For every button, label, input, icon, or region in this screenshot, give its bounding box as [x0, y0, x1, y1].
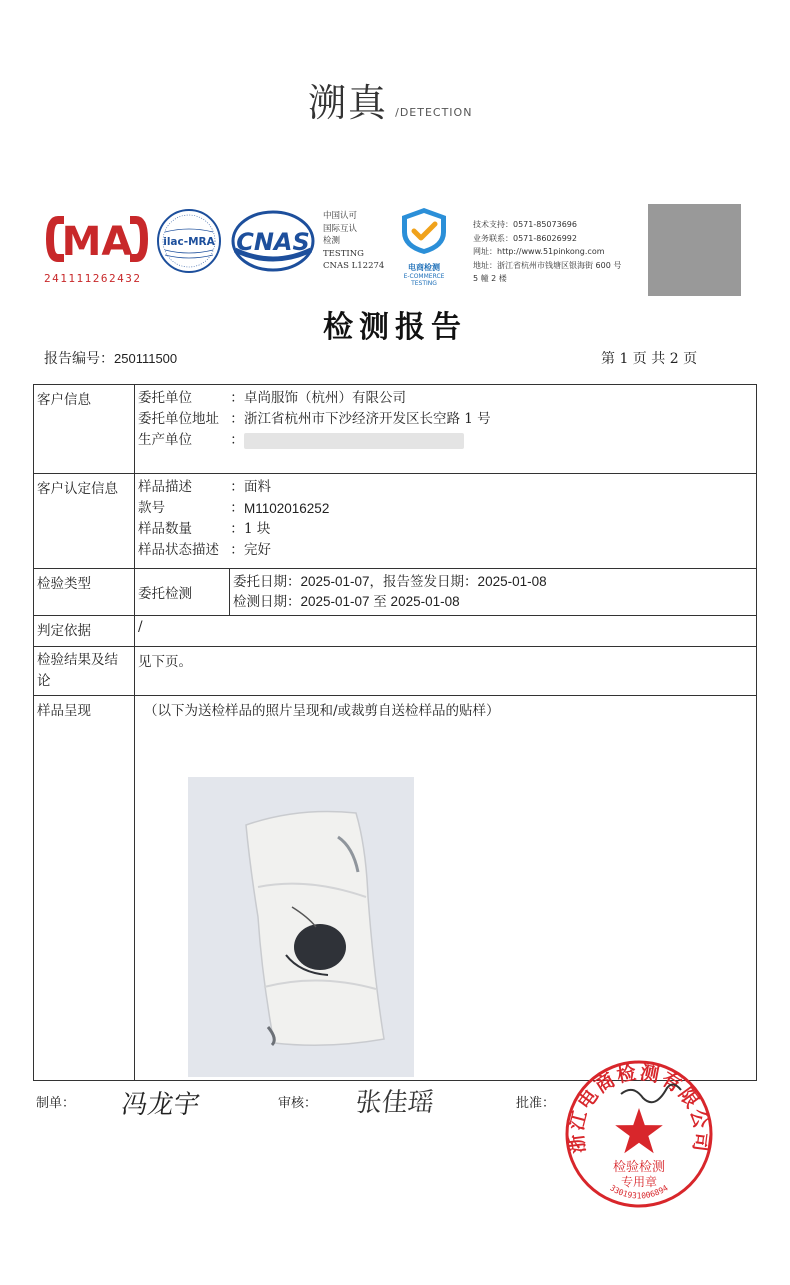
cnas-label: CNAS — [236, 228, 310, 256]
cnas-info-line: CNAS L12274 — [323, 261, 385, 271]
sample-photo — [188, 777, 414, 1077]
field-colon: ： — [230, 411, 244, 427]
ecommerce-testing-logo — [390, 206, 458, 287]
test-dates: 检测日期：2025-01-07 至 2025-01-08 — [233, 594, 460, 609]
approved-by-label: 批准： — [516, 1096, 556, 1111]
customer-info-cell — [135, 385, 757, 474]
sample-quantity: 1 块 — [244, 521, 271, 537]
result-row — [34, 647, 757, 696]
sample-state: 完好 — [244, 542, 271, 558]
ilac-mra-logo — [156, 208, 222, 274]
field-key: 样品状态描述 — [138, 542, 219, 558]
commission-dates: 委托日期：2025-01-07，报告签发日期：2025-01-08 — [233, 574, 547, 589]
style-number: M1102016252 — [244, 501, 330, 516]
field-colon: ： — [230, 542, 244, 558]
presentation-row — [34, 696, 757, 1081]
contact-address-cont: 5 幢 2 楼 — [473, 274, 507, 283]
customer-info-label: 客户信息 — [34, 385, 135, 474]
field-colon: ： — [230, 521, 244, 537]
report-number-value: 250111500 — [114, 351, 178, 366]
stamp-line2: 专用章 — [620, 1175, 658, 1189]
brand-tagline: /DETECTION — [395, 106, 473, 119]
redacted-manufacturer — [244, 433, 464, 449]
result-value: 见下页。 — [135, 647, 757, 696]
report-number — [44, 348, 177, 368]
basis-label: 判定依据 — [34, 616, 135, 647]
field-colon: ： — [230, 390, 244, 406]
contact-tech-support: 技术支持：0571-85073696 — [473, 220, 577, 229]
field-colon: ： — [230, 500, 244, 516]
reviewed-by-label: 审核： — [278, 1096, 318, 1111]
cma-logo — [44, 208, 152, 285]
prepared-by-signature: 冯龙宇 — [119, 1090, 202, 1120]
basis-row — [34, 616, 757, 647]
stamp-code: 3301931006894 — [608, 1183, 670, 1201]
basis-value: / — [135, 616, 757, 647]
client-address: 浙江省杭州市下沙经济开发区长空路 1 号 — [244, 411, 491, 427]
cnas-info — [323, 210, 384, 273]
report-title: 检测报告 — [323, 310, 467, 345]
sample-info-cell — [135, 474, 757, 569]
prepared-by-label: 制单： — [36, 1096, 76, 1111]
contact-business: 业务联系：0571-86026992 — [473, 233, 577, 243]
ecommerce-label: 电商检测 — [408, 263, 440, 272]
result-label: 检验结果及结论 — [34, 647, 135, 696]
inspection-type-label: 检验类型 — [34, 569, 135, 616]
sample-info-label: 客户认定信息 — [34, 474, 135, 569]
field-key: 样品描述 — [138, 479, 192, 495]
cnas-logo — [231, 210, 315, 272]
stamp-org: 浙江电商检测有限公司 — [565, 1061, 713, 1155]
contact-info — [473, 218, 621, 286]
field-key: 样品数量 — [138, 521, 192, 537]
manufacturer-row — [138, 430, 753, 451]
client-address-row — [138, 409, 753, 430]
shield-check-icon — [390, 206, 458, 256]
reviewed-by-signature: 张佳瑶 — [354, 1088, 436, 1118]
client-row — [138, 388, 753, 409]
cma-number: 241111262432 — [44, 272, 142, 285]
ilac-label: ilac-MRA — [163, 236, 215, 248]
page-indicator: 第 1 页 共 2 页 — [601, 351, 698, 367]
sample-qty-row — [138, 519, 753, 540]
sample-desc-row — [138, 477, 753, 498]
cnas-info-line: 国际互认 — [323, 223, 358, 234]
inspection-dates — [230, 569, 757, 616]
field-colon: ： — [230, 432, 244, 448]
cnas-info-line: 中国认可 — [323, 211, 358, 221]
ecommerce-sublabel: E-COMMERCE TESTING — [403, 273, 445, 287]
redacted-qr-code — [648, 204, 741, 296]
customer-info-row — [34, 385, 757, 474]
client-name: 卓尚服饰（杭州）有限公司 — [244, 390, 406, 406]
contact-address: 地址：浙江省杭州市钱塘区银海街 600 号 — [473, 260, 622, 270]
cnas-info-line: TESTING — [323, 248, 364, 259]
stamp-line1: 检验检测 — [612, 1160, 666, 1175]
style-number-row — [138, 498, 753, 519]
contact-website: 网址：http://www.51pinkong.com — [473, 247, 605, 256]
presentation-cell — [135, 696, 757, 1081]
cnas-info-line: 检测 — [323, 236, 341, 246]
presentation-label: 样品呈现 — [34, 696, 135, 1081]
presentation-caption: （以下为送检样品的照片呈现和/或裁剪自送检样品的贴样） — [144, 703, 500, 719]
official-seal-stamp — [563, 1058, 715, 1210]
field-key: 生产单位 — [138, 432, 192, 448]
inspection-type-value: 委托检测 — [135, 569, 230, 616]
sample-description: 面料 — [244, 479, 271, 495]
star-icon — [615, 1108, 663, 1153]
brand-header — [308, 72, 472, 127]
inspection-type-row — [34, 569, 757, 616]
field-key: 委托单位 — [138, 390, 192, 406]
brand-name: 溯真 — [308, 81, 389, 125]
report-number-label: 报告编号： — [44, 351, 114, 367]
sample-state-row — [138, 540, 753, 561]
report-table — [33, 384, 757, 1081]
cma-letters: MA — [61, 219, 133, 265]
sample-info-row — [34, 474, 757, 569]
field-colon: ： — [230, 479, 244, 495]
field-key: 委托单位地址 — [138, 411, 219, 427]
field-key: 款号 — [138, 500, 165, 516]
